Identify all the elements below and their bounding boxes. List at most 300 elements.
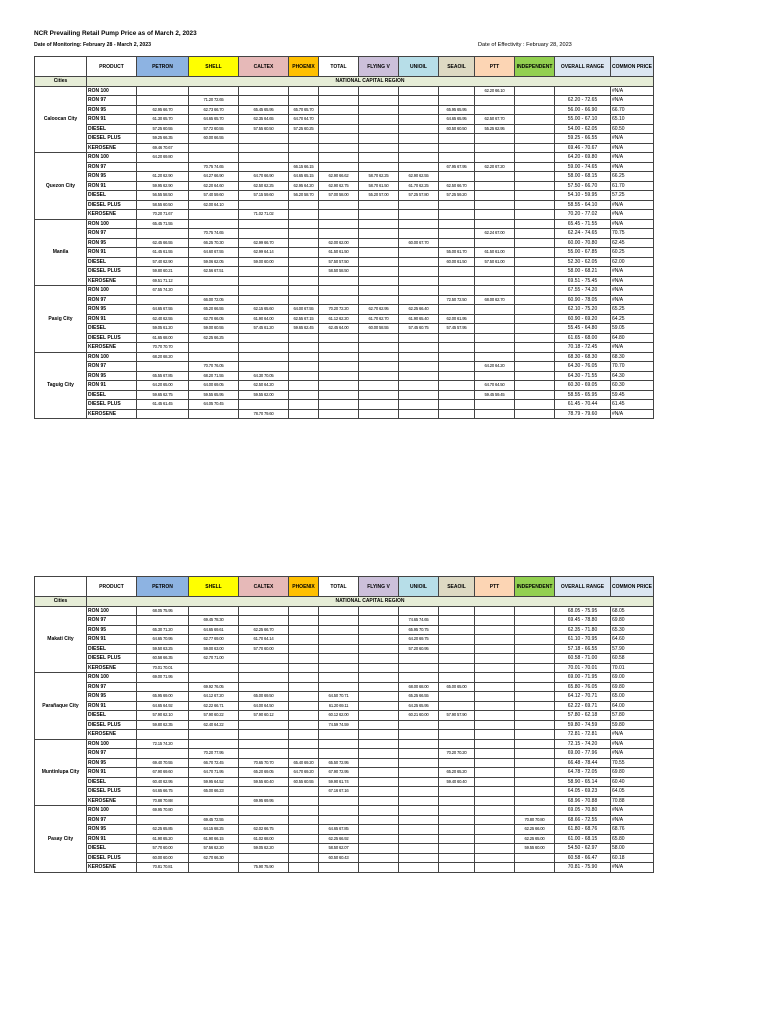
product-name: RON 97 xyxy=(87,815,137,825)
price-cell xyxy=(289,711,319,721)
overall-range: 62.24 - 74.65 xyxy=(555,229,611,239)
price-cell: 61.90 64.00 xyxy=(239,314,289,324)
common-price: #N/A xyxy=(611,863,654,873)
price-cell: 78.70 79.60 xyxy=(239,409,289,419)
column-header: UNIOIL xyxy=(399,57,439,77)
price-cell: 62.35 64.65 xyxy=(239,115,289,125)
table-row xyxy=(35,663,654,673)
price-cell: 59.55 65.95 xyxy=(189,390,239,400)
price-cell xyxy=(399,134,439,144)
common-price: 58.00 xyxy=(611,844,654,854)
price-cell: 61.65 68.00 xyxy=(137,333,189,343)
price-cell xyxy=(319,815,359,825)
price-cell xyxy=(289,654,319,664)
product-name: DIESEL xyxy=(87,777,137,787)
price-cell xyxy=(289,238,319,248)
price-cell: 64.70 66.90 xyxy=(239,172,289,182)
overall-range: 58.00 - 68.15 xyxy=(555,172,611,182)
price-cell: 70.01 70.01 xyxy=(137,663,189,673)
overall-range: 60.58 - 71.00 xyxy=(555,654,611,664)
price-cell xyxy=(515,314,555,324)
price-cell xyxy=(399,143,439,153)
price-cell xyxy=(359,153,399,163)
overall-range: 69.00 - 77.96 xyxy=(555,749,611,759)
overall-range: 55.00 - 67.10 xyxy=(555,115,611,125)
price-cell: 57.50 61.00 xyxy=(475,257,515,267)
overall-range: 55.45 - 64.80 xyxy=(555,324,611,334)
price-cell xyxy=(515,796,555,806)
price-cell xyxy=(319,806,359,816)
price-cell xyxy=(289,644,319,654)
price-cell: 61.50 61.00 xyxy=(475,248,515,258)
table-row xyxy=(35,730,654,740)
price-cell xyxy=(289,635,319,645)
price-cell xyxy=(359,730,399,740)
price-cell xyxy=(239,739,289,749)
price-cell xyxy=(239,654,289,664)
price-cell xyxy=(475,181,515,191)
price-cell xyxy=(189,409,239,419)
price-cell xyxy=(359,124,399,134)
price-cell xyxy=(359,371,399,381)
product-name: DIESEL xyxy=(87,844,137,854)
price-cell: 65.95 69.00 xyxy=(137,692,189,702)
price-cell xyxy=(439,739,475,749)
product-name: RON 95 xyxy=(87,172,137,182)
price-cell xyxy=(439,654,475,664)
price-cell: 61.70 62.70 xyxy=(359,314,399,324)
common-price: 65.00 xyxy=(611,692,654,702)
price-cell: 66.25 70.30 xyxy=(189,238,239,248)
overall-range: 70.01 - 70.01 xyxy=(555,663,611,673)
price-cell xyxy=(359,796,399,806)
price-cell xyxy=(475,134,515,144)
product-name: RON 97 xyxy=(87,162,137,172)
price-cell xyxy=(515,352,555,362)
common-price: 57.80 xyxy=(611,711,654,721)
price-cell xyxy=(399,777,439,787)
price-cell xyxy=(289,276,319,286)
price-cell xyxy=(239,333,289,343)
overall-range: 58.55 - 65.95 xyxy=(555,390,611,400)
price-cell xyxy=(289,730,319,740)
price-cell xyxy=(239,267,289,277)
price-cell xyxy=(359,143,399,153)
price-cell: 57.90 57.90 xyxy=(439,711,475,721)
price-cell xyxy=(475,682,515,692)
price-cell: 62.02 66.75 xyxy=(239,825,289,835)
price-cell: 60.21 60.00 xyxy=(399,711,439,721)
price-cell: 62.25 66.25 xyxy=(189,333,239,343)
common-price: 68.76 xyxy=(611,825,654,835)
overall-range: 62.20 - 72.65 xyxy=(555,96,611,106)
common-price: 69.80 xyxy=(611,616,654,626)
price-cell: 57.40 59.60 xyxy=(189,191,239,201)
price-cell: 65.20 66.55 xyxy=(189,305,239,315)
common-price: 60.25 xyxy=(611,248,654,258)
price-cell xyxy=(439,276,475,286)
price-cell xyxy=(439,692,475,702)
product-name: RON 91 xyxy=(87,181,137,191)
product-name: RON 97 xyxy=(87,616,137,626)
common-price: 60.58 xyxy=(611,654,654,664)
price-cell: 60.55 60.55 xyxy=(289,777,319,787)
price-cell xyxy=(319,796,359,806)
price-cell: 57.70 60.00 xyxy=(239,644,289,654)
price-cell xyxy=(399,200,439,210)
price-cell: 66.70 72.45 xyxy=(189,758,239,768)
table-row xyxy=(35,134,654,144)
price-cell xyxy=(359,787,399,797)
price-cell xyxy=(515,200,555,210)
price-cell xyxy=(239,286,289,296)
price-cell xyxy=(515,692,555,702)
overall-range: 70.20 - 77.02 xyxy=(555,210,611,220)
price-cell: 70.20 77.95 xyxy=(189,749,239,759)
product-name: KEROSENE xyxy=(87,863,137,873)
price-cell xyxy=(399,758,439,768)
price-cell xyxy=(289,825,319,835)
price-cell xyxy=(359,229,399,239)
price-cell: 57.45 57.95 xyxy=(439,324,475,334)
price-cell xyxy=(359,863,399,873)
overall-range: 69.46 - 70.67 xyxy=(555,143,611,153)
price-cell: 64.65 66.75 xyxy=(137,787,189,797)
table-row xyxy=(35,181,654,191)
price-cell: 64.25 65.95 xyxy=(399,701,439,711)
price-cell: 62.77 69.00 xyxy=(189,635,239,645)
city-name: Caloocan City xyxy=(35,86,87,153)
table-row xyxy=(35,229,654,239)
price-cell xyxy=(319,162,359,172)
price-cell xyxy=(439,86,475,96)
price-cell xyxy=(439,390,475,400)
price-cell xyxy=(439,606,475,616)
price-cell xyxy=(289,853,319,863)
common-price: 59.45 xyxy=(611,390,654,400)
price-cell xyxy=(515,362,555,372)
price-cell xyxy=(239,134,289,144)
price-cell xyxy=(319,143,359,153)
overall-range: 65.80 - 76.05 xyxy=(555,682,611,692)
price-cell xyxy=(475,409,515,419)
price-cell xyxy=(239,219,289,229)
overall-range: 56.00 - 66.90 xyxy=(555,105,611,115)
price-cell xyxy=(515,409,555,419)
price-cell xyxy=(359,276,399,286)
price-cell xyxy=(399,663,439,673)
table-row xyxy=(35,749,654,759)
common-price: 64.30 xyxy=(611,371,654,381)
price-cell: 65.50 72.95 xyxy=(319,758,359,768)
product-name: RON 100 xyxy=(87,86,137,96)
price-cell xyxy=(137,96,189,106)
price-cell: 62.55 67.15 xyxy=(289,314,319,324)
table-row xyxy=(35,333,654,343)
product-name: KEROSENE xyxy=(87,409,137,419)
price-cell xyxy=(319,673,359,683)
product-name: DIESEL xyxy=(87,644,137,654)
price-cell xyxy=(359,711,399,721)
price-cell xyxy=(439,796,475,806)
price-cell: 61.12 62.20 xyxy=(319,314,359,324)
price-cell xyxy=(189,143,239,153)
price-cell xyxy=(515,673,555,683)
price-cell: 61.20 62.90 xyxy=(137,172,189,182)
price-cell xyxy=(359,352,399,362)
column-header: TOTAL xyxy=(319,57,359,77)
overall-range: 54.50 - 62.97 xyxy=(555,844,611,854)
overall-range: 67.55 - 74.20 xyxy=(555,286,611,296)
price-cell xyxy=(239,86,289,96)
price-cell: 59.06 62.05 xyxy=(189,257,239,267)
price-cell xyxy=(439,153,475,163)
price-cell xyxy=(359,777,399,787)
table-row xyxy=(35,324,654,334)
price-cell: 56.55 58.50 xyxy=(137,191,189,201)
price-cell xyxy=(319,625,359,635)
price-cell: 59.40 60.40 xyxy=(439,777,475,787)
price-cell xyxy=(399,124,439,134)
price-cell xyxy=(475,758,515,768)
price-cell xyxy=(289,863,319,873)
table-row xyxy=(35,86,654,96)
table-row xyxy=(35,115,654,125)
price-cell xyxy=(475,853,515,863)
price-cell xyxy=(359,390,399,400)
price-cell xyxy=(189,352,239,362)
price-cell: 61.45 61.55 xyxy=(137,248,189,258)
price-cell: 62.70 66.30 xyxy=(189,853,239,863)
price-cell: 61.70 62.25 xyxy=(399,181,439,191)
price-cell: 62.20 64.60 xyxy=(189,181,239,191)
price-cell xyxy=(189,863,239,873)
price-cell xyxy=(189,663,239,673)
price-cell xyxy=(515,682,555,692)
price-cell xyxy=(475,210,515,220)
price-cell xyxy=(319,390,359,400)
price-cell xyxy=(515,248,555,258)
price-cell: 64.60 67.55 xyxy=(189,248,239,258)
price-cell: 60.50 60.50 xyxy=(439,124,475,134)
price-cell xyxy=(515,616,555,626)
price-cell: 61.30 65.70 xyxy=(137,115,189,125)
price-cell xyxy=(239,815,289,825)
product-name: RON 97 xyxy=(87,229,137,239)
price-cell xyxy=(137,229,189,239)
price-cell: 64.70 71.95 xyxy=(189,768,239,778)
overall-range: 57.50 - 66.70 xyxy=(555,181,611,191)
price-cell xyxy=(239,295,289,305)
price-cell xyxy=(439,381,475,391)
price-cell: 55.00 61.70 xyxy=(439,248,475,258)
overall-range: 68.66 - 72.55 xyxy=(555,815,611,825)
price-cell xyxy=(439,701,475,711)
price-cell xyxy=(319,749,359,759)
price-cell xyxy=(289,606,319,616)
price-cell xyxy=(439,825,475,835)
price-cell xyxy=(475,768,515,778)
city-name: Parañaque City xyxy=(35,673,87,740)
price-cell xyxy=(137,162,189,172)
common-price: #N/A xyxy=(611,749,654,759)
overall-range: 55.00 - 67.85 xyxy=(555,248,611,258)
table-row xyxy=(35,162,654,172)
price-cell xyxy=(359,238,399,248)
price-cell xyxy=(475,400,515,410)
price-cell xyxy=(359,257,399,267)
price-cell: 59.00 60.00 xyxy=(239,257,289,267)
price-cell xyxy=(475,720,515,730)
price-cell xyxy=(359,115,399,125)
price-cell xyxy=(359,286,399,296)
price-cell xyxy=(319,863,359,873)
product-name: DIESEL PLUS xyxy=(87,134,137,144)
price-cell xyxy=(399,606,439,616)
table-row xyxy=(35,257,654,267)
price-cell: 62.70 62.95 xyxy=(359,305,399,315)
price-cell: 57.90 60.12 xyxy=(239,711,289,721)
table-row xyxy=(35,248,654,258)
table-row xyxy=(35,210,654,220)
table-row xyxy=(35,295,654,305)
price-cell xyxy=(289,134,319,144)
price-cell xyxy=(319,105,359,115)
price-cell xyxy=(189,343,239,353)
common-price: #N/A xyxy=(611,286,654,296)
price-cell xyxy=(359,625,399,635)
common-price: #N/A xyxy=(611,143,654,153)
price-cell xyxy=(475,663,515,673)
price-cell xyxy=(239,720,289,730)
price-cell xyxy=(289,673,319,683)
price-cell: 57.45 60.75 xyxy=(399,324,439,334)
price-cell: 70.70 70.70 xyxy=(137,343,189,353)
price-cell xyxy=(137,730,189,740)
price-cell: 61.90 65.40 xyxy=(399,314,439,324)
price-cell xyxy=(359,654,399,664)
price-cell xyxy=(475,625,515,635)
common-price: 70.70 xyxy=(611,362,654,372)
price-cell xyxy=(239,853,289,863)
table-row xyxy=(35,219,654,229)
price-cell xyxy=(515,257,555,267)
common-price: #N/A xyxy=(611,343,654,353)
price-cell: 58.50 62.07 xyxy=(319,844,359,854)
price-cell xyxy=(515,305,555,315)
common-price: 64.25 xyxy=(611,314,654,324)
price-cell xyxy=(289,616,319,626)
overall-range: 61.10 - 70.95 xyxy=(555,635,611,645)
column-header: PHOENIX xyxy=(289,577,319,597)
table-row xyxy=(35,616,654,626)
price-cell xyxy=(239,200,289,210)
price-cell xyxy=(475,863,515,873)
overall-range: 64.30 - 71.55 xyxy=(555,371,611,381)
price-cell xyxy=(319,229,359,239)
price-cell: 56.20 58.70 xyxy=(289,191,319,201)
price-cell xyxy=(289,257,319,267)
price-cell xyxy=(319,124,359,134)
city-name: Taguig City xyxy=(35,352,87,419)
price-cell: 65.45 65.95 xyxy=(239,105,289,115)
price-cell xyxy=(515,663,555,673)
price-cell: 57.56 62.20 xyxy=(189,844,239,854)
column-header: PETRON xyxy=(137,577,189,597)
product-name: DIESEL xyxy=(87,124,137,134)
price-cell xyxy=(319,200,359,210)
price-cell xyxy=(359,673,399,683)
price-cell: 64.65 65.70 xyxy=(189,115,239,125)
price-cell xyxy=(189,286,239,296)
table-row xyxy=(35,853,654,863)
table-row xyxy=(35,654,654,664)
price-cell xyxy=(439,238,475,248)
price-cell: 62.45 64.00 xyxy=(319,324,359,334)
price-cell: 64.70 64.50 xyxy=(475,381,515,391)
price-cell xyxy=(399,673,439,683)
price-cell xyxy=(475,834,515,844)
column-header: COMMON PRICE xyxy=(611,57,654,77)
table-row xyxy=(35,701,654,711)
price-cell: 75.90 75.90 xyxy=(239,863,289,873)
price-cell xyxy=(359,162,399,172)
price-cell xyxy=(359,853,399,863)
overall-range: 69.51 - 75.45 xyxy=(555,276,611,286)
table-row xyxy=(35,682,654,692)
price-cell xyxy=(189,210,239,220)
price-cell: 67.90 72.95 xyxy=(319,768,359,778)
common-price: 70.55 xyxy=(611,758,654,768)
price-cell xyxy=(189,739,239,749)
price-cell: 62.40 62.55 xyxy=(137,314,189,324)
price-cell xyxy=(359,616,399,626)
table-row xyxy=(35,238,654,248)
product-name: RON 95 xyxy=(87,758,137,768)
price-cell xyxy=(399,796,439,806)
product-name: RON 91 xyxy=(87,248,137,258)
price-cell xyxy=(439,663,475,673)
price-cell: 69.40 70.55 xyxy=(137,758,189,768)
price-cell: 62.50 67.70 xyxy=(475,115,515,125)
price-cell xyxy=(515,701,555,711)
price-cell: 57.45 61.20 xyxy=(239,324,289,334)
price-cell xyxy=(359,333,399,343)
page-title: NCR Prevailing Retail Pump Price as of March 2, 2023 xyxy=(34,30,197,37)
price-cell xyxy=(289,409,319,419)
price-cell xyxy=(289,663,319,673)
common-price: #N/A xyxy=(611,276,654,286)
price-cell xyxy=(515,162,555,172)
price-cell: 57.50 57.50 xyxy=(319,257,359,267)
price-cell: 64.20 64.20 xyxy=(475,362,515,372)
price-cell xyxy=(475,143,515,153)
price-cell xyxy=(289,343,319,353)
price-cell: 65.95 70.75 xyxy=(399,625,439,635)
price-cell xyxy=(439,352,475,362)
price-cell: 61.50 61.50 xyxy=(319,248,359,258)
price-cell: 59.00 60.55 xyxy=(189,324,239,334)
price-cell xyxy=(239,787,289,797)
price-cell xyxy=(399,267,439,277)
price-cell: 62.45 66.55 xyxy=(137,238,189,248)
price-cell xyxy=(359,844,399,854)
price-cell: 62.00 61.95 xyxy=(439,314,475,324)
common-price: 64.05 xyxy=(611,787,654,797)
price-cell: 64.50 70.71 xyxy=(319,692,359,702)
price-cell xyxy=(399,362,439,372)
price-cell: 62.40 64.22 xyxy=(189,720,239,730)
